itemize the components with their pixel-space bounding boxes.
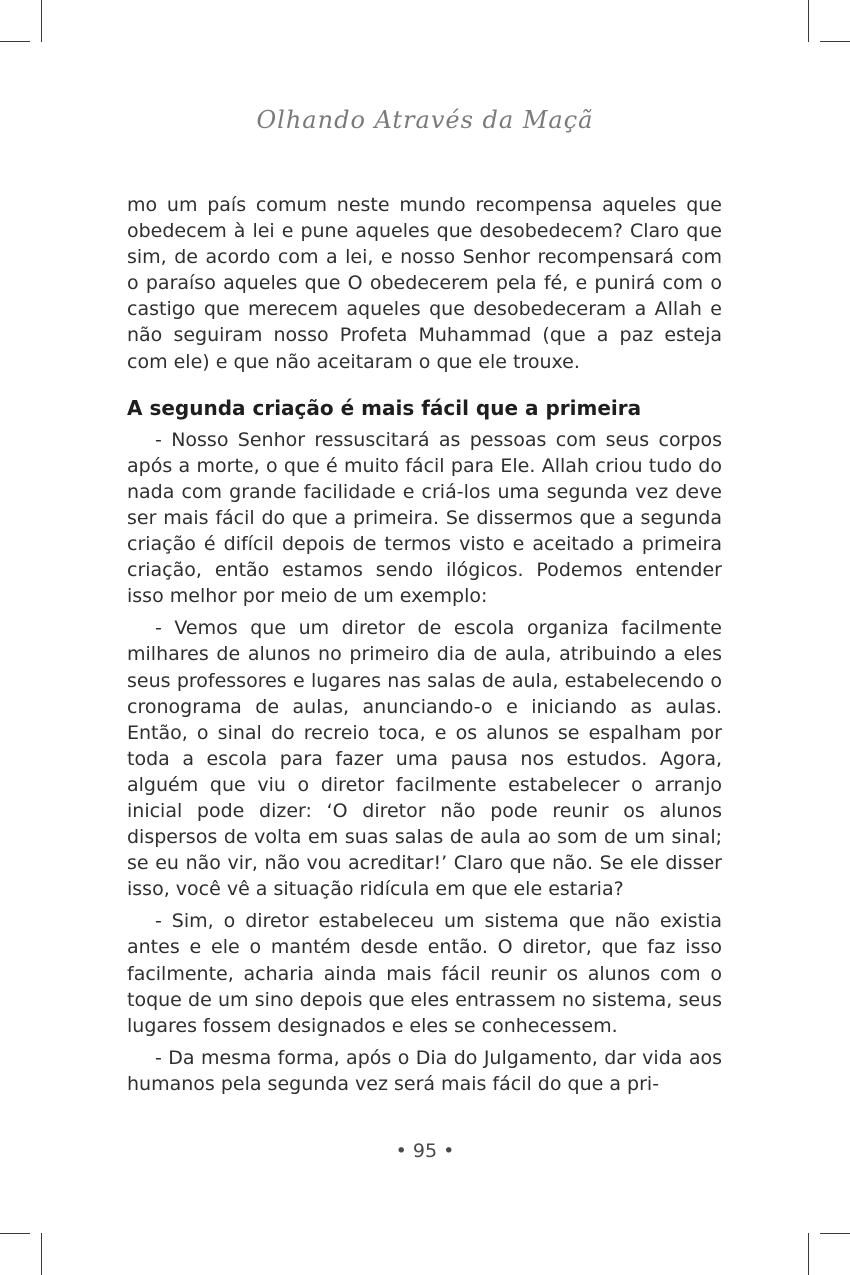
paragraph: - Vemos que um diretor de escola organiza facilmente milhares de alunos no primeiro dia de aula, atribuindo a eles seus professores e lugares nas salas de aula, estabelecendo o cronograma de aulas, anunciando-o e iniciando as aulas. Então, o sinal do recreio toca, e os alunos se espalham por toda a escola para fazer uma pausa nos estudos. Agora, alguém que viu o diretor facilmente estabelecer o arranjo inicial pode dizer: ‘O diretor não pode reunir os alunos dispersos de volta em suas salas de aula ao som de um sinal; se eu não vir, não vou acreditar!’ Claro que não. Se ele disser isso, você vê a situação ridícula em que ele estaria? bbox=[127, 617, 722, 901]
body-text bbox=[127, 192, 722, 1097]
paragraph: - Sim, o diretor estabeleceu um sistema que não existia antes e ele o mantém desde então. O diretor, que faz isso facilmente, acharia ainda mais fácil reunir os alunos com o toque de um sino depois que eles entrassem no sistema, seus lugares fossem designados e eles se conhecessem. bbox=[127, 910, 722, 1037]
crop-mark-bottom-right-vertical bbox=[808, 1233, 809, 1275]
crop-mark-top-right-horizontal bbox=[820, 41, 850, 42]
crop-mark-bottom-left-horizontal bbox=[0, 1233, 30, 1234]
crop-mark-top-right-vertical bbox=[808, 0, 809, 42]
paragraph-continued: mo um país comum neste mundo recompensa aqueles que obedecem à lei e pune aqueles que desobedecem? Claro que sim, de acordo com a lei, e nosso Senhor recompensará com o paraíso aqueles que O obedecerem pela fé, e punirá com o castigo que merecem aqueles que desobedeceram a Allah e não seguiram nosso Profeta Muhammad (que a paz esteja com ele) e que não aceitaram o que ele trouxe. bbox=[127, 194, 722, 373]
paragraph: - Da mesma forma, após o Dia do Julgamento, dar vida aos humanos pela segunda vez será mais fácil do que a pri- bbox=[127, 1046, 722, 1095]
crop-mark-top-left-horizontal bbox=[0, 41, 30, 42]
page-number: • 95 • bbox=[395, 1140, 455, 1162]
paragraph: - Nosso Senhor ressuscitará as pessoas com seus corpos após a morte, o que é muito fácil para Ele. Allah criou tudo do nada com grande facilidade e criá-los uma segunda vez deve ser mais fácil do que a primeira. Se dissermos que a segunda criação é difícil depois de termos visto e aceitado a primeira criação, então estamos sendo ilógicos. Podemos entender isso melhor por meio de um exemplo: bbox=[127, 428, 722, 608]
crop-mark-bottom-right-horizontal bbox=[820, 1233, 850, 1234]
crop-mark-top-left-vertical bbox=[41, 0, 42, 42]
running-head: Olhando Através da Maçã bbox=[256, 106, 594, 134]
section-heading: A segunda criação é mais fácil que a primeira bbox=[127, 395, 642, 420]
crop-mark-bottom-left-vertical bbox=[41, 1233, 42, 1275]
